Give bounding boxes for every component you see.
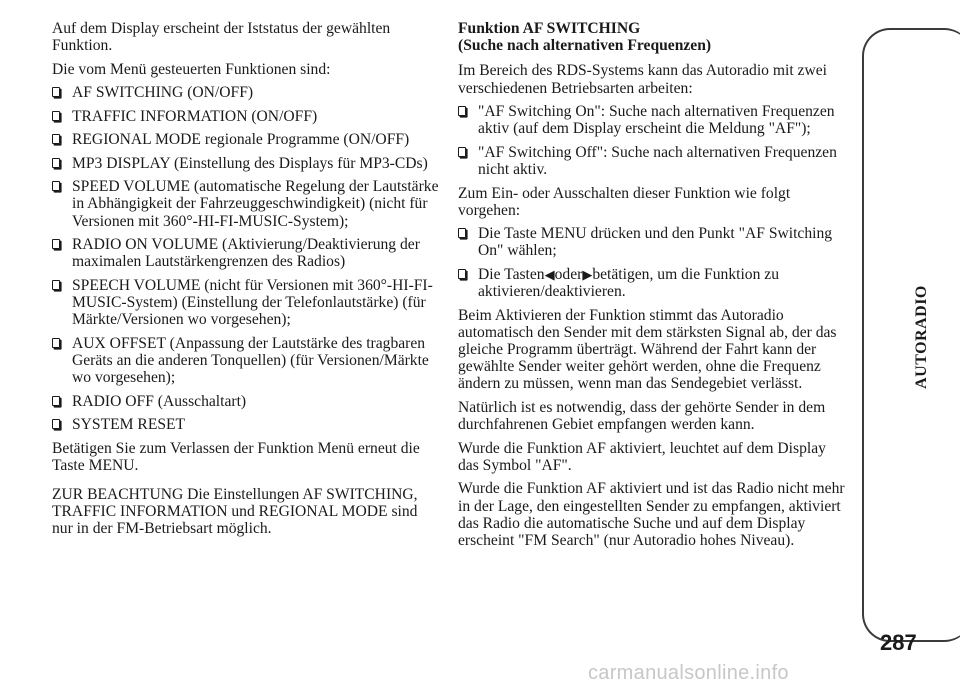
- note-paragraph: ZUR BEACHTUNG Die Einstellungen AF SWITCHING, TRAFFIC INFORMATION und REGIONAL MODE sind nur in der FM-Betriebsart möglich.: [52, 486, 418, 538]
- checkbox-icon: [52, 111, 60, 121]
- list-item: AUX OFFSET (Anpassung der Lautstärke des tragbaren Geräts an die anderen Tonquellen) (für Versionen/Märkte wo vorgesehen);: [52, 335, 442, 387]
- list-item: AF SWITCHING (ON/OFF): [52, 84, 442, 101]
- right-column: [458, 20, 850, 555]
- rds-paragraph: Im Bereich des RDS-Systems kann das Autoradio mit zwei verschiedenen Betriebsarten arbeiten:: [458, 62, 827, 97]
- checkbox-icon: [52, 181, 60, 191]
- list-item: RADIO OFF (Ausschaltart): [52, 393, 442, 410]
- list-item: Die Tasten◀oder▶betätigen, um die Funktion zu aktivieren/deaktivieren.: [458, 266, 850, 300]
- exit-instruction: Betätigen Sie zum Verlassen der Funktion Menü erneut die Taste MENU.: [52, 439, 420, 474]
- heading-line-1: Funktion AF SWITCHING: [458, 20, 641, 37]
- activation-paragraph: Beim Aktivieren der Funktion stimmt das Autoradio automatisch den Sender mit dem stärksten Signal ab, der das gleiche Programm überträgt. Während der Fahrt kann der gewählte Sender weiter gehört werden, ohne die Frequenz ändern zu müssen, wenn man das Sendegebiet verlässt.: [458, 306, 837, 393]
- section-heading: [458, 20, 850, 54]
- reception-paragraph: Natürlich ist es notwendig, dass der gehörte Sender in dem durchfahrenen Gebiet empfangen werden kann.: [458, 398, 826, 434]
- checkbox-icon: [52, 134, 60, 144]
- list-item: TRAFFIC INFORMATION (ON/OFF): [52, 108, 442, 125]
- heading-line-2: (Suche nach alternativen Frequenzen): [458, 37, 712, 55]
- list-item: Die Taste MENU drücken und den Punkt "AF Switching On" wählen;: [458, 225, 850, 259]
- list-item: "AF Switching On": Suche nach alternativen Frequenzen aktiv (auf dem Display erscheint die Meldung "AF");: [458, 103, 850, 137]
- watermark: carmanualsonline.info: [588, 662, 789, 684]
- checkbox-icon: [458, 269, 466, 279]
- list-item: SYSTEM RESET: [52, 416, 442, 433]
- list-item: RADIO ON VOLUME (Aktivierung/Deaktivierung der maximalen Lautstärkengrenzen des Radios): [52, 236, 442, 270]
- list-item: SPEECH VOLUME (nicht für Versionen mit 360°-HI-FI-MUSIC-System) (Einstellung der Telefonlautstärke) (für Märkte/Versionen wo vorgesehen);: [52, 277, 442, 329]
- functions-intro: Die vom Menü gesteuerten Funktionen sind:: [52, 60, 331, 78]
- procedure-paragraph: Zum Ein- oder Ausschalten dieser Funktion wie folgt vorgehen:: [458, 184, 791, 219]
- left-column: [52, 20, 442, 544]
- fm-search-paragraph: Wurde die Funktion AF aktiviert und ist das Radio nicht mehr in der Lage, den eingestellten Sender zu empfangen, aktiviert das Radio die automatische Suche und auf dem Display erscheint "FM Search" (nur Autoradio hohes Niveau).: [458, 480, 845, 549]
- checkbox-icon: [52, 158, 60, 168]
- chapter-tab-label: AUTORADIO: [913, 285, 930, 389]
- checkbox-icon: [458, 147, 466, 157]
- list-item: REGIONAL MODE regionale Programme (ON/OFF): [52, 131, 442, 148]
- checkbox-icon: [52, 87, 60, 97]
- checkbox-icon: [458, 228, 466, 238]
- list-item: SPEED VOLUME (automatische Regelung der Lautstärke in Abhängigkeit der Fahrzeuggeschwindigkeit) (nicht für Versionen mit 360°-HI-FI-MUSIC-System);: [52, 178, 442, 230]
- checkbox-icon: [52, 396, 60, 406]
- af-symbol-paragraph: Wurde die Funktion AF aktiviert, leuchtet auf dem Display das Symbol "AF".: [458, 439, 826, 474]
- triangle-left-icon: ◀: [544, 266, 555, 282]
- checkbox-icon: [52, 338, 60, 348]
- list-item: MP3 DISPLAY (Einstellung des Displays für MP3-CDs): [52, 155, 442, 172]
- intro-paragraph: Auf dem Display erscheint der Iststatus der gewählten Funktion.: [52, 20, 391, 55]
- checkbox-icon: [458, 106, 466, 116]
- triangle-right-icon: ▶: [582, 266, 593, 282]
- checkbox-icon: [52, 239, 60, 249]
- page-number: 287: [880, 630, 917, 655]
- checkbox-icon: [52, 280, 60, 290]
- list-item: "AF Switching Off": Suche nach alternativen Frequenzen nicht aktiv.: [458, 144, 850, 178]
- checkbox-icon: [52, 419, 60, 429]
